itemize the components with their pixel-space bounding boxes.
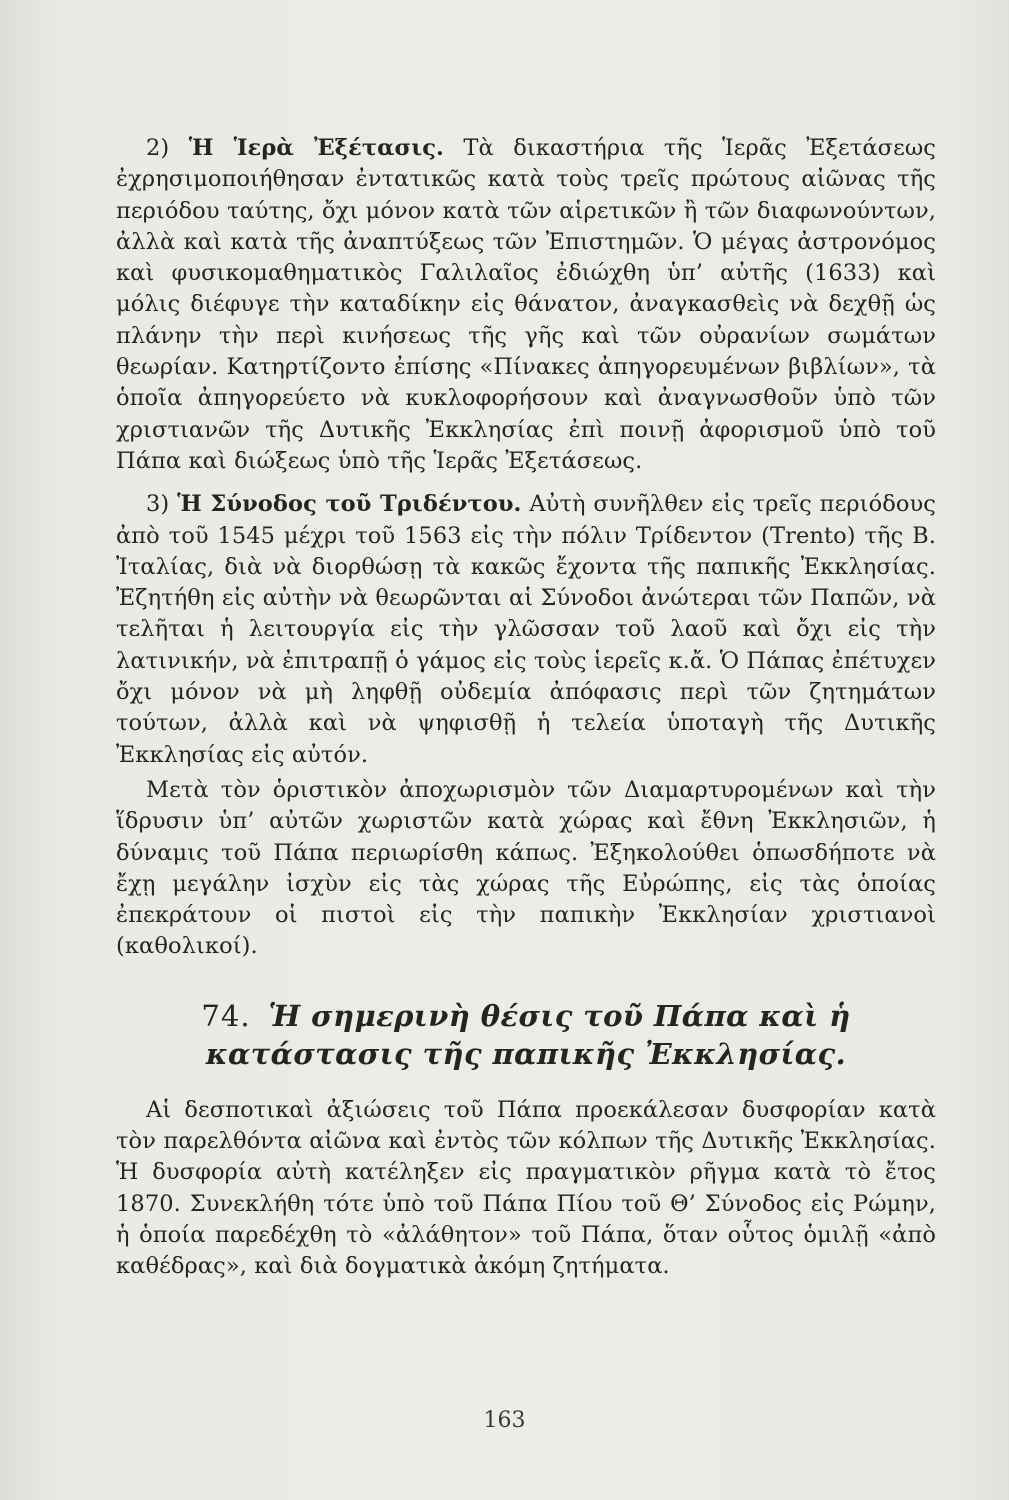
paragraph-trent <box>116 489 936 771</box>
paragraph-text: Τὰ δικαστήρια τῆς Ἱερᾶς Ἐξετάσεως ἐχρησιμοποιήθησαν ἐντατικῶς κατὰ τοὺς τρεῖς πρώτους αἰῶνας τῆς περιόδου ταύτης, ὄχι μόνον κατὰ τῶν αἱρετικῶν ἢ τῶν διαφωνούντων, ἀλλὰ καὶ κατὰ τῆς ἀναπτύξεως τῶν Ἐπιστημῶν. Ὁ μέγας ἀστρονόμος καὶ φυσικομαθηματικὸς Γαλιλαῖος ἐδιώχθη ὑπ’ αὐτῆς (1633) καὶ μόλις διέφυγε τὴν καταδίκην εἰς θάνατον, ἀναγκασθεὶς νὰ δεχθῇ ὡς πλάνην τὴν περὶ κινήσεως τῆς γῆς καὶ τῶν οὐρανίων σωμάτων θεωρίαν. Κατηρτίζοντο ἐπίσης «Πίνακες ἀπηγορευμένων βιβλίων», τὰ ὁποῖα ἀπηγορεύετο νὰ κυκλοφορήσουν καὶ ἀναγνωσθοῦν ὑπὸ τῶν χριστιανῶν τῆς Δυτικῆς Ἐκκλησίας ἐπὶ ποινῇ ἀφορισμοῦ ὑπὸ τοῦ Πάπα καὶ διώξεως ὑπὸ τῆς Ἱερᾶς Ἐξετάσεως. <box>116 135 936 474</box>
item-number: 3) <box>146 491 178 518</box>
item-title: Ἡ Σύνοδος τοῦ Τριδέντου. <box>177 491 522 518</box>
page-number: 163 <box>483 1408 526 1433</box>
section-title: Ἡ σημερινὴ θέσις τοῦ Πάπα καὶ ἡ κατάστασις τῆς παπικῆς Ἐκκλησίας. <box>205 998 851 1071</box>
item-title: Ἡ Ἱερὰ Ἐξέτασις. <box>188 135 444 161</box>
section-heading <box>116 997 936 1073</box>
paragraph-text: Αἱ δεσποτικαὶ ἀξιώσεις τοῦ Πάπα προεκάλεσαν δυσφορίαν κατὰ τὸν παρελθόντα αἰῶνα καὶ ἐντὸς τῶν κόλπων τῆς Δυτικῆς Ἐκκλησίας. Ἡ δυσφορία αὐτὴ κατέληξεν εἰς πραγματικὸν ρῆγμα κατὰ τὸ ἔτος 1870. Συνεκλήθη τότε ὑπὸ τοῦ Πάπα Πίου τοῦ Θ’ Σύνοδος εἰς Ρώμην, ἡ ὁποία παρεδέχθη τὸ «ἀλάθητον» τοῦ Πάπα, ὅταν οὗτος ὁμιλῇ «ἀπὸ καθέδρας», καὶ διὰ δογματικὰ ἀκόμη ζητήματα. <box>116 1096 936 1280</box>
page-body <box>116 133 936 1283</box>
paragraph-demands <box>116 1095 936 1283</box>
paragraph-inquisition <box>116 133 936 477</box>
paragraph-text: Μετὰ τὸν ὁριστικὸν ἀποχωρισμὸν τῶν Διαμαρτυρομένων καὶ τὴν ἵδρυσιν ὑπ’ αὐτῶν χωριστῶν κατὰ χώρας καὶ ἔθνη Ἐκκλησιῶν, ἡ δύναμις τοῦ Πάπα περιωρίσθη κάπως. Ἐξηκολούθει ὁπωσδήποτε νὰ ἔχῃ μεγάλην ἰσχὺν εἰς τὰς χώρας τῆς Εὐρώπης, εἰς τὰς ὁποίας ἐπεκράτουν οἱ πιστοὶ εἰς τὴν παπικὴν Ἐκκλησίαν χριστιανοὶ (καθολικοί). <box>116 776 936 960</box>
paragraph-text: Αὐτὴ συνῆλθεν εἰς τρεῖς περιόδους ἀπὸ τοῦ 1545 μέχρι τοῦ 1563 εἰς τὴν πόλιν Τρίδεντον (Trento) τῆς Β. Ἰταλίας, διὰ νὰ διορθώσῃ τὰ κακῶς ἔχοντα τῆς παπικῆς Ἐκκλησίας. Ἐζητήθη εἰς αὐτὴν νὰ θεωρῶνται αἱ Σύνοδοι ἀνώτεραι τῶν Παπῶν, νὰ τελῆται ἡ λειτουργία εἰς τὴν γλῶσσαν τοῦ λαοῦ καὶ ὄχι εἰς τὴν λατινικήν, νὰ ἐπιτραπῇ ὁ γάμος εἰς τοὺς ἱερεῖς κ.ἄ. Ὁ Πάπας ἐπέτυχεν ὄχι μόνον νὰ μὴ ληφθῇ οὐδεμία ἀπόφασις περὶ τῶν ζητημάτων τούτων, ἀλλὰ καὶ νὰ ψηφισθῇ ἡ τελεία ὑποταγὴ τῆς Δυτικῆς Ἐκκλησίας εἰς αὐτόν. <box>116 491 936 768</box>
paragraph-after-separation <box>116 775 936 963</box>
item-number: 2) <box>146 135 189 161</box>
section-number: 74. <box>201 998 251 1033</box>
